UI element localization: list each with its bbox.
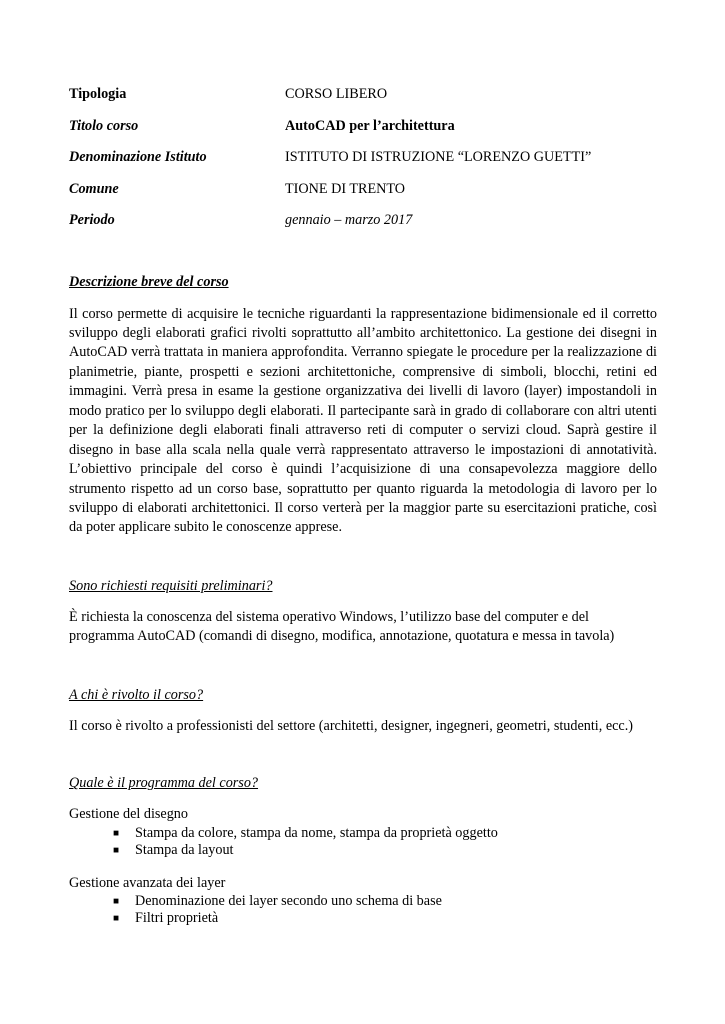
section-heading-requirements: Sono richiesti requisiti preliminari? xyxy=(69,577,273,594)
list-item: ■ Denominazione dei layer secondo uno schema di base xyxy=(113,893,442,910)
program-group-title: Gestione avanzata dei layer xyxy=(69,874,226,891)
info-value: AutoCAD per l’architettura xyxy=(285,117,455,134)
info-value: gennaio – marzo 2017 xyxy=(285,212,413,228)
document-page xyxy=(69,84,657,927)
program-group-title: Gestione del disegno xyxy=(69,806,188,823)
info-value: TIONE DI TRENTO xyxy=(285,180,406,197)
info-value: CORSO LIBERO xyxy=(285,86,388,102)
info-label: Tipologia xyxy=(69,86,127,102)
program-group xyxy=(69,874,657,928)
description-paragraph: Il corso permette di acquisire le tecniche riguardanti la rappresentazione bidimensionale ed il corretto sviluppo degli elaborati grafici rivolti soprattutto all’ambito architettonico. La gestione dei disegni in AutoCAD verrà trattata in maniera approfondita. Verranno spiegate le procedure per la realizzazione di planimetrie, piante, prospetti e sezioni architettoniche, comprensive di simboli, blocchi, retini ed immagini. Verrà presa in esame la gestione organizzativa dei livelli di lavoro (layer) impostandoli in modo pratico per lo sviluppo degli elaborati. Il partecipante sarà in grado di collaborare con altri utenti per la definizione degli elaborati finali attraverso reti di computer o servizi cloud. Saprà gestire il disegno in base alla scala nella quale verrà rappresentato attraverso le impostazioni di annotatività. L’obiettivo principale del corso è quindi l’acquisizione di una consapevolezza maggiore dello strumento rispetto ad un corso base, soprattutto per quanto riguarda la metodologia di lavoro per lo sviluppo di elaborati architettonici. Il corso verterà per la maggior parte su esercitazioni pratiche, così da poter applicare subito le conoscenze apprese. xyxy=(69,305,657,536)
bullet-icon: ■ xyxy=(113,827,120,839)
section-heading-audience: A chi è rivolto il corso? xyxy=(69,686,204,703)
list-item: ■ Stampa da colore, stampa da nome, stampa da proprietà oggetto xyxy=(113,824,498,841)
info-label: Denominazione Istituto xyxy=(69,149,207,165)
info-row-comune xyxy=(69,179,657,211)
list-item: ■ Filtri proprietà xyxy=(113,910,219,927)
info-row-istituto xyxy=(69,147,657,179)
list-item: ■ Stampa da layout xyxy=(113,841,234,858)
program-list xyxy=(69,825,657,859)
course-info-table xyxy=(69,84,657,242)
section-heading-description: Descrizione breve del corso xyxy=(69,273,229,290)
info-row-periodo xyxy=(69,210,657,242)
program-list xyxy=(69,893,657,927)
bullet-icon: ■ xyxy=(113,913,120,925)
info-row-tipologia xyxy=(69,84,657,116)
section-heading-program: Quale è il programma del corso? xyxy=(69,775,259,792)
bullet-icon: ■ xyxy=(113,896,120,908)
audience-paragraph: Il corso è rivolto a professionisti del settore (architetti, designer, ingegneri, geometri, studenti, ecc.) xyxy=(69,717,633,734)
info-label: Titolo corso xyxy=(69,117,139,134)
info-label: Periodo xyxy=(69,212,115,228)
info-label: Comune xyxy=(69,180,119,197)
info-row-titolo xyxy=(69,116,657,148)
bullet-icon: ■ xyxy=(113,844,120,856)
requirements-paragraph: È richiesta la conoscenza del sistema operativo Windows, l’utilizzo base del computer e del programma AutoCAD (comandi di disegno, modifica, annotazione, quotatura e messa in tavola) xyxy=(69,608,615,645)
program-group xyxy=(69,805,657,859)
info-value: ISTITUTO DI ISTRUZIONE “LORENZO GUETTI” xyxy=(285,149,592,165)
